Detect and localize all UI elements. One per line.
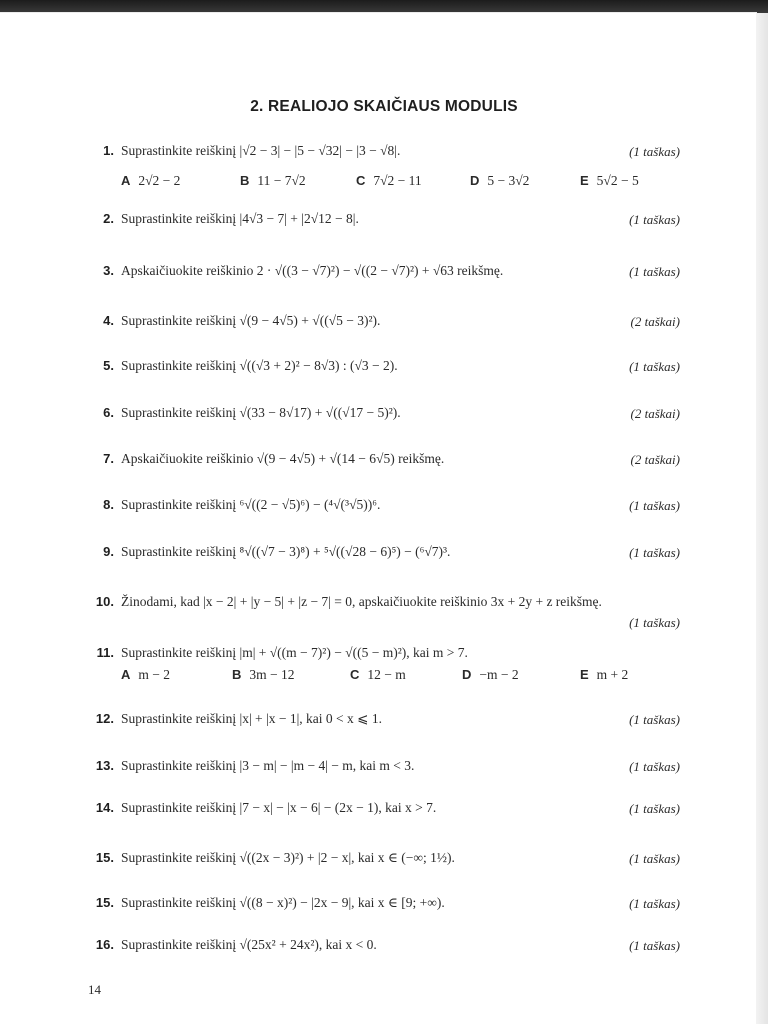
option-letter: B [232,667,242,682]
problem-points: (2 taškai) [630,406,680,421]
problem-text [121,313,380,329]
problem-text [121,497,380,513]
problem-expression: √((√3 + 2)² − 8√3) : (√3 − 2). [239,358,398,373]
problem-expression: |4√3 − 7| + |2√12 − 8|. [239,211,359,226]
problem-prompt: Suprastinkite reiškinį [121,758,237,773]
option-letter: C [350,667,360,682]
option-value: m − 2 [138,667,171,682]
problem-expression: √(9 − 4√5) + √(14 − 6√5) [256,451,395,466]
problem-text [121,937,377,953]
problem-prompt: Suprastinkite reiškinį [121,544,237,559]
page-right-edge [756,13,768,1024]
problem-prompt: Apskaičiuokite reiškinio [121,263,254,278]
problem-number: 11. [96,645,114,660]
problem-prompt: Suprastinkite reiškinį [121,800,237,815]
problem-number: 1. [103,143,114,158]
problem-points: (1 taškas) [629,851,680,866]
problem-points: (1 taškas) [629,212,680,227]
problem-points: (1 taškas) [629,144,680,159]
problem-number: 7. [103,451,114,466]
problem-points: (1 taškas) [629,615,680,630]
option-letter: E [580,173,589,188]
problem-points: (1 taškas) [629,712,680,727]
option-letter: C [356,173,366,188]
problem-prompt: Suprastinkite reiškinį [121,497,237,512]
problem-expression: √(9 − 4√5) + √((√5 − 3)²). [239,313,381,328]
problem-prompt: Suprastinkite reiškinį [121,405,237,420]
answer-option [580,173,639,189]
book-page [0,13,756,1024]
problem-number: 10. [95,594,114,609]
problem-number: 15. [95,895,114,910]
option-value: 2√2 − 2 [138,173,181,188]
problem-number: 6. [103,405,114,420]
problem-expression: √((8 − x)²) − |2x − 9|, kai x ∈ [9; +∞). [239,895,445,910]
problem-expression: √((2x − 3)²) + |2 − x|, kai x ∈ (−∞; 1½). [239,850,455,865]
problem-prompt: Suprastinkite reiškinį [121,313,237,328]
problem-prompt: Suprastinkite reiškinį [121,895,237,910]
option-letter: A [121,173,131,188]
problem-points: (1 taškas) [629,896,680,911]
problem-expression: |x| + |x − 1|, kai 0 < x ⩽ 1. [239,711,382,726]
problem-points: (1 taškas) [629,759,680,774]
problem-text [121,143,400,159]
answer-option [580,667,628,683]
answer-option [121,667,170,683]
problem-points: (2 taškai) [630,452,680,467]
problem-expression: √(33 − 8√17) + √((√17 − 5)²). [239,405,401,420]
problem-points: (1 taškas) [629,545,680,560]
option-value: 11 − 7√2 [257,173,306,188]
problem-tail: reikšmę. [457,263,504,278]
problem-number: 9. [103,544,114,559]
problem-prompt: Žinodami, kad [121,594,200,609]
answer-option [462,667,519,683]
problem-text [121,263,503,279]
problem-number: 13. [95,758,114,773]
problem-text [121,645,468,661]
problem-number: 3. [103,263,114,278]
problem-prompt: Suprastinkite reiškinį [121,645,237,660]
problem-text [121,711,382,727]
problem-number: 12. [95,711,114,726]
problem-number: 14. [95,800,114,815]
problem-expression: 2 · √((3 − √7)²) − √((2 − √7)²) + √63 [256,263,454,278]
problem-prompt: Suprastinkite reiškinį [121,358,237,373]
problem-expression: ⁶√((2 − √5)⁶) − (⁴√(³√5))⁶. [239,497,381,512]
problem-tail: reikšmę. [398,451,445,466]
problem-prompt: Suprastinkite reiškinį [121,937,237,952]
problem-text [121,405,401,421]
option-value: 12 − m [367,667,406,682]
option-value: 5√2 − 5 [596,173,639,188]
option-value: 7√2 − 11 [373,173,422,188]
problem-expression: √(25x² + 24x²), kai x < 0. [239,937,377,952]
option-letter: B [240,173,250,188]
problem-points: (2 taškai) [630,314,680,329]
problem-text [121,544,450,560]
answer-option [356,173,422,189]
problem-prompt: Apskaičiuokite reiškinio [121,451,254,466]
problem-expression: |7 − x| − |x − 6| − (2x − 1), kai x > 7. [239,800,437,815]
option-letter: D [470,173,480,188]
problem-text [121,211,359,227]
problem-text [121,358,398,374]
problem-number: 8. [103,497,114,512]
problem-number: 15. [95,850,114,865]
problem-points: (1 taškas) [629,498,680,513]
problem-expression: |m| + √((m − 7)²) − √((5 − m)²), kai m > 7. [239,645,468,660]
problem-prompt: Suprastinkite reiškinį [121,711,237,726]
page-number: 14 [88,982,101,997]
problem-prompt: Suprastinkite reiškinį [121,143,237,158]
answer-option [232,667,295,683]
scanner-top-band [0,0,768,13]
option-value: −m − 2 [479,667,519,682]
problem-tail: apskaičiuokite reiškinio 3x + 2y + z reikšmę. [358,594,602,609]
problem-points: (1 taškas) [629,938,680,953]
option-value: 5 − 3√2 [487,173,530,188]
problem-prompt: Suprastinkite reiškinį [121,850,237,865]
problem-prompt: Suprastinkite reiškinį [121,211,237,226]
problem-text [121,594,602,610]
option-letter: D [462,667,472,682]
answer-option [240,173,306,189]
problem-expression: ⁸√((√7 − 3)⁸) + ⁵√((√28 − 6)⁵) − (⁶√7)³. [239,544,451,559]
section-title: 2. REALIOJO SKAIČIAUS MODULIS [250,98,518,115]
problem-expression: |x − 2| + |y − 5| + |z − 7| = 0, [203,594,356,609]
problem-number: 4. [103,313,114,328]
problem-number: 2. [103,211,114,226]
problem-text [121,895,445,911]
option-letter: E [580,667,589,682]
answer-option [350,667,406,683]
problem-points: (1 taškas) [629,264,680,279]
problem-text [121,800,436,816]
problem-points: (1 taškas) [629,359,680,374]
problem-text [121,451,444,467]
problem-points: (1 taškas) [629,801,680,816]
problem-number: 16. [95,937,114,952]
problem-text [121,850,455,866]
option-value: 3m − 12 [249,667,295,682]
problem-number: 5. [103,358,114,373]
answer-option [121,173,180,189]
option-value: m + 2 [596,667,629,682]
answer-option [470,173,529,189]
option-letter: A [121,667,131,682]
problem-expression: |3 − m| − |m − 4| − m, kai m < 3. [239,758,415,773]
problem-expression: |√2 − 3| − |5 − √32| − |3 − √8|. [239,143,401,158]
problem-text [121,758,414,774]
